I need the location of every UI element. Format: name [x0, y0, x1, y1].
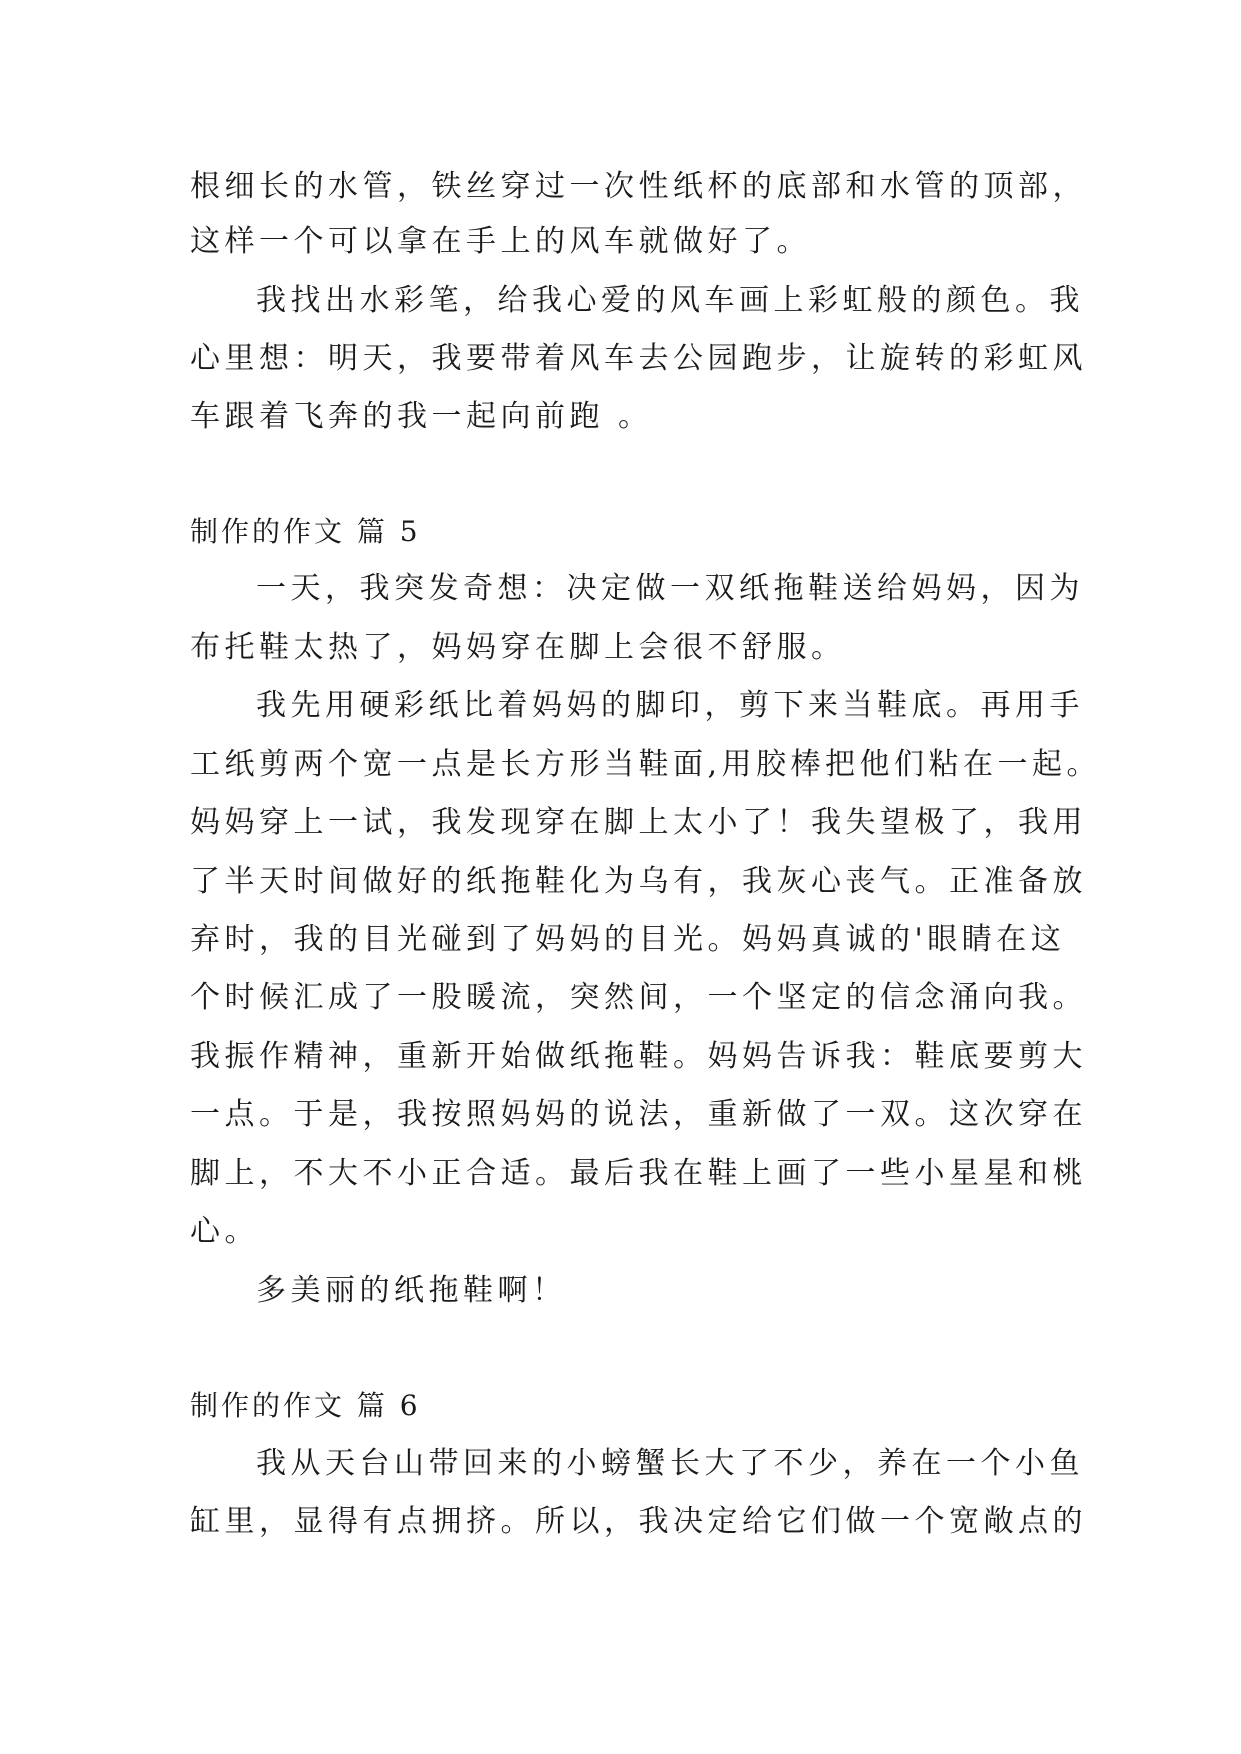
paragraph-line: 心。 [190, 1214, 259, 1249]
paragraph-line: 多美丽的纸拖鞋啊！ [256, 1273, 567, 1308]
paragraph-line: 个时候汇成了一股暖流，突然间，一个坚定的信念涌向我。 [190, 980, 1087, 1015]
paragraph-line: 心里想：明天，我要带着风车去公园跑步，让旋转的彩虹风 [190, 341, 1087, 376]
paragraph-line: 缸里，显得有点拥挤。所以，我决定给它们做一个宽敞点的 [190, 1504, 1087, 1539]
paragraph-line: 了半天时间做好的纸拖鞋化为乌有，我灰心丧气。正准备放 [190, 864, 1087, 899]
section-heading: 制作的作文 篇 5 [190, 515, 421, 548]
paragraph-line: 车跟着飞奔的我一起向前跑 。 [190, 399, 653, 434]
paragraph-line: 弃时，我的目光碰到了妈妈的目光。妈妈真诚的'眼睛在这 [190, 922, 1066, 957]
paragraph-line: 布托鞋太热了，妈妈穿在脚上会很不舒服。 [190, 630, 846, 665]
section-heading: 制作的作文 篇 6 [190, 1389, 421, 1422]
paragraph-line: 根细长的水管，铁丝穿过一次性纸杯的底部和水管的顶部， [190, 169, 1087, 204]
paragraph-line: 一点。于是，我按照妈妈的说法，重新做了一双。这次穿在 [190, 1097, 1087, 1132]
paragraph-line: 我从天台山带回来的小螃蟹长大了不少，养在一个小鱼 [256, 1446, 1084, 1481]
paragraph-line: 妈妈穿上一试，我发现穿在脚上太小了！我失望极了，我用 [190, 805, 1087, 840]
paragraph-line: 我先用硬彩纸比着妈妈的脚印，剪下来当鞋底。再用手 [256, 688, 1084, 723]
paragraph-line: 工纸剪两个宽一点是长方形当鞋面,用胶棒把他们粘在一起。 [190, 747, 1102, 782]
paragraph-line: 我找出水彩笔，给我心爱的风车画上彩虹般的颜色。我 [256, 283, 1084, 318]
paragraph-line: 脚上，不大不小正合适。最后我在鞋上画了一些小星星和桃 [190, 1156, 1087, 1191]
paragraph-line: 一天，我突发奇想：决定做一双纸拖鞋送给妈妈，因为 [256, 571, 1084, 606]
paragraph-line: 我振作精神，重新开始做纸拖鞋。妈妈告诉我：鞋底要剪大 [190, 1039, 1087, 1074]
paragraph-line: 这样一个可以拿在手上的风车就做好了。 [190, 224, 811, 259]
